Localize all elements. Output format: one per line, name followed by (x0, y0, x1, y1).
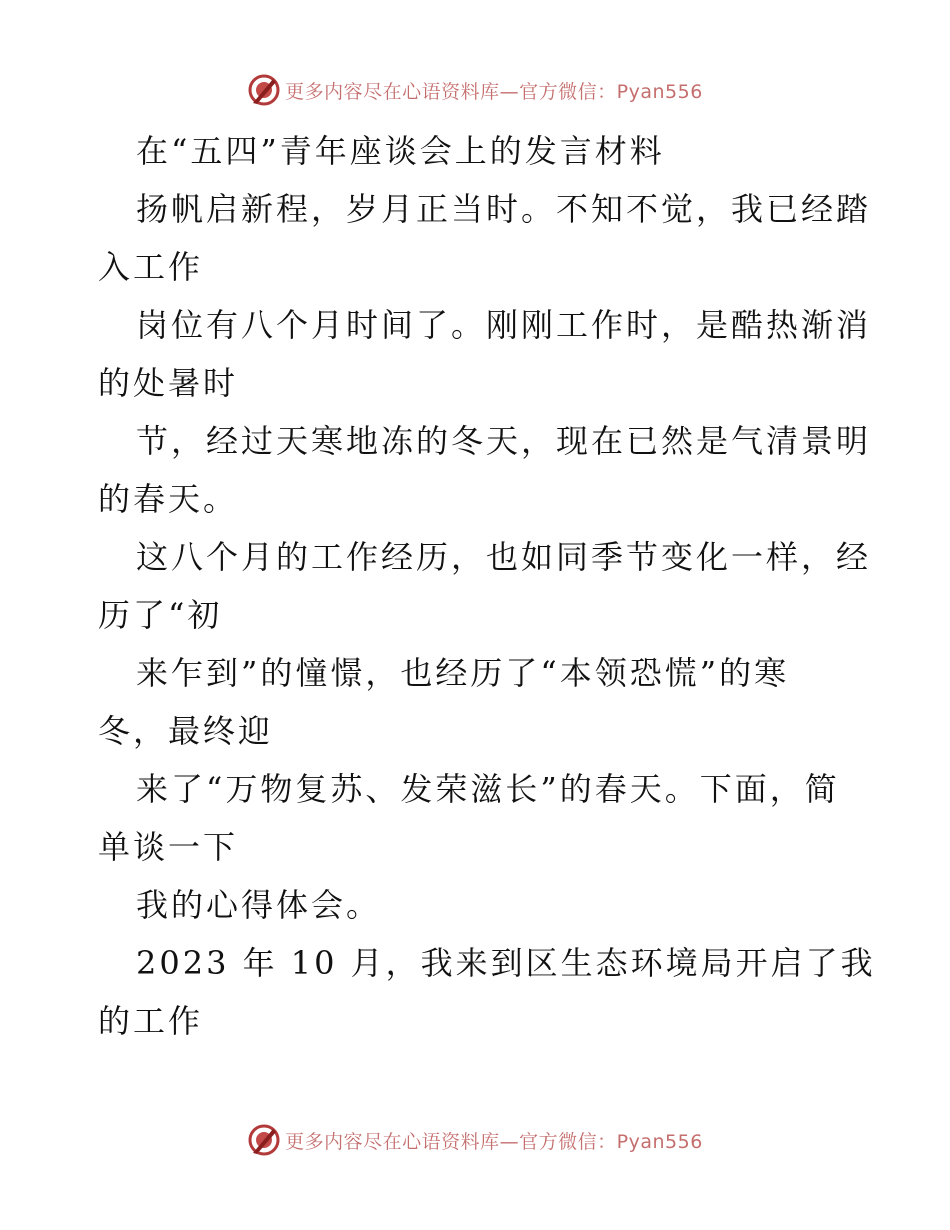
footer-watermark (0, 1120, 950, 1160)
text-line: 岗位有八个月时间了。刚刚工作时，是酷热渐消 (136, 306, 872, 344)
quill-seal-icon (247, 73, 281, 107)
text-line: 扬帆启新程，岁月正当时。不知不觉，我已经踏 (136, 190, 872, 228)
watermark-text: 更多内容尽在心语资料库—官方微信：Pyan556 (285, 1130, 703, 1153)
quill-seal-icon (247, 1123, 281, 1157)
text-line: 的处暑时 (98, 364, 239, 402)
header-watermark (0, 70, 950, 110)
text-line: 我的心得体会。 (136, 886, 382, 924)
text-line: 2023 年 10 月，我来到区生态环境局开启了我 (136, 944, 876, 982)
text-line: 冬，最终迎 (98, 712, 274, 750)
text-line: 在“五四”青年座谈会上的发言材料 (136, 132, 665, 170)
text-line: 入工作 (98, 248, 204, 286)
text-line: 的工作 (98, 1002, 204, 1040)
text-line: 历了“初 (98, 596, 223, 634)
text-line: 的春天。 (98, 480, 239, 518)
text-line: 节，经过天寒地冻的冬天，现在已然是气清景明 (136, 422, 872, 460)
watermark-text: 更多内容尽在心语资料库—官方微信：Pyan556 (285, 80, 703, 103)
text-line: 单谈一下 (98, 828, 239, 866)
document-body (98, 122, 876, 1050)
text-line: 这八个月的工作经历，也如同季节变化一样，经 (136, 538, 872, 576)
text-line: 来了“万物复苏、发荣滋长”的春天。下面，简 (136, 770, 840, 808)
text-line: 来乍到”的憧憬，也经历了“本领恐慌”的寒 (136, 654, 790, 692)
